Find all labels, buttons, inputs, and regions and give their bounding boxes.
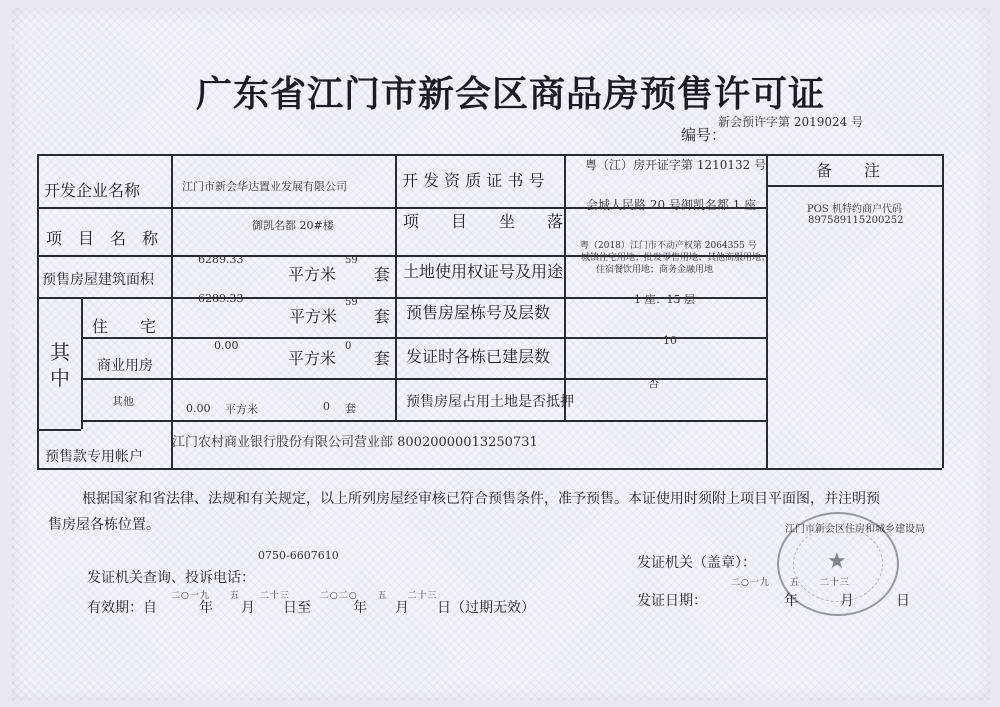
other-area-value: 0.00 bbox=[186, 402, 211, 415]
other-sqm-label: 平方米 bbox=[225, 403, 258, 416]
residential-sqm-label: 平方米 bbox=[289, 307, 338, 326]
commercial-units-value: 0 bbox=[345, 341, 352, 352]
statement-line2: 售房屋各栋位置。 bbox=[48, 517, 160, 533]
mortgage-value: 否 bbox=[648, 377, 659, 390]
building-floors-label: 预售房屋栋号及层数 bbox=[406, 303, 551, 322]
built-floors-value: 10 bbox=[663, 334, 677, 347]
project-location-label: 项 目 坐 落 bbox=[403, 212, 564, 231]
account-value: 江门农村商业银行股份有限公司营业部 80020000013250731 bbox=[172, 435, 538, 450]
residential-area-value: 6289.33 bbox=[198, 292, 244, 305]
of-which-label: 其中 bbox=[50, 340, 70, 390]
qualification-label: 开 发 资 质 证 书 号 bbox=[402, 171, 545, 190]
project-name-label: 项 目 名 称 bbox=[46, 229, 159, 248]
residential-units-value: 59 bbox=[345, 297, 358, 308]
mortgage-label: 预售房屋占用土地是否抵押 bbox=[406, 394, 574, 410]
account-label: 预售款专用帐户 bbox=[45, 449, 143, 465]
land-cert-use-line1: 城镇住宅用地；批发零售用地；其他商服用地； bbox=[581, 253, 771, 263]
certificate-number-label: 编号： bbox=[681, 126, 727, 144]
commercial-area-value: 0.00 bbox=[214, 339, 239, 352]
certificate-number-value: 新会预许字第 2019024 号 bbox=[718, 115, 864, 129]
presale-sqm-label: 平方米 bbox=[288, 265, 337, 284]
phone-value: 0750-6607610 bbox=[258, 549, 339, 562]
issue-date-label: 发证日期： 年 月 日 bbox=[637, 593, 910, 609]
commercial-units-label: 套 bbox=[374, 349, 391, 368]
commercial-label: 商业用房 bbox=[97, 358, 153, 374]
remarks-label: 备 注 bbox=[816, 161, 881, 180]
presale-area-value: 6289.33 bbox=[198, 253, 244, 266]
remarks-pos-title: POS 机特约商户代码 bbox=[807, 204, 902, 215]
commercial-sqm-label: 平方米 bbox=[288, 349, 337, 368]
seal-star-icon: ★ bbox=[827, 549, 847, 574]
other-units-value: 0 bbox=[323, 400, 330, 413]
presale-area-label: 预售房屋建筑面积 bbox=[42, 272, 154, 288]
validity-printed-dates: 二○一九 五 二十三 二○二○ 五 二十三 bbox=[171, 591, 438, 601]
developer-value: 江门市新会华达置业发展有限公司 bbox=[182, 180, 347, 193]
project-name-value: 御凯名都 20#楼 bbox=[252, 219, 334, 232]
validity-label: 有效期：自 年 月 日至 年 月 日（过期无效） bbox=[87, 600, 535, 616]
project-location-value: 会城人民路 20 号御凯名都 1 座 bbox=[586, 198, 757, 212]
residential-units-label: 套 bbox=[374, 307, 391, 326]
residential-label: 住 宅 bbox=[92, 317, 157, 336]
agency-label: 发证机关（盖章）： bbox=[637, 555, 756, 571]
statement-line1: 根据国家和省法律、法规和有关规定，以上所列房屋经审核已符合预售条件，准予预售。本证使用时须附上项目平面图，并注明预 bbox=[82, 491, 880, 507]
issue-printed-date: 二○一九 五 二十三 bbox=[731, 578, 850, 588]
certificate-title: 广东省江门市新会区商品房预售许可证 bbox=[196, 73, 826, 115]
built-floors-label: 发证时各栋已建层数 bbox=[406, 347, 551, 366]
agency-name: 江门市新会区住房和城乡建设局 bbox=[785, 524, 925, 535]
phone-label: 发证机关查询、投诉电话： bbox=[87, 570, 255, 586]
developer-label: 开发企业名称 bbox=[44, 181, 141, 200]
other-label: 其他 bbox=[112, 395, 134, 408]
presale-units-value: 59 bbox=[345, 255, 358, 266]
remarks-pos-code: 897589115200252 bbox=[808, 215, 904, 226]
qualification-value: 粤（江）房开证字第 1210132 号 bbox=[585, 158, 767, 172]
land-cert-number: 粤（2018）江门市不动产权第 2064355 号 bbox=[580, 241, 757, 251]
presale-units-label: 套 bbox=[374, 265, 391, 284]
building-floors-value: 1 座：15 层 bbox=[634, 293, 695, 306]
other-units-label: 套 bbox=[345, 402, 356, 415]
land-cert-use-line2: 住宿餐饮用地；商务金融用地 bbox=[596, 265, 714, 275]
land-cert-label: 土地使用权证号及用途 bbox=[403, 262, 564, 281]
